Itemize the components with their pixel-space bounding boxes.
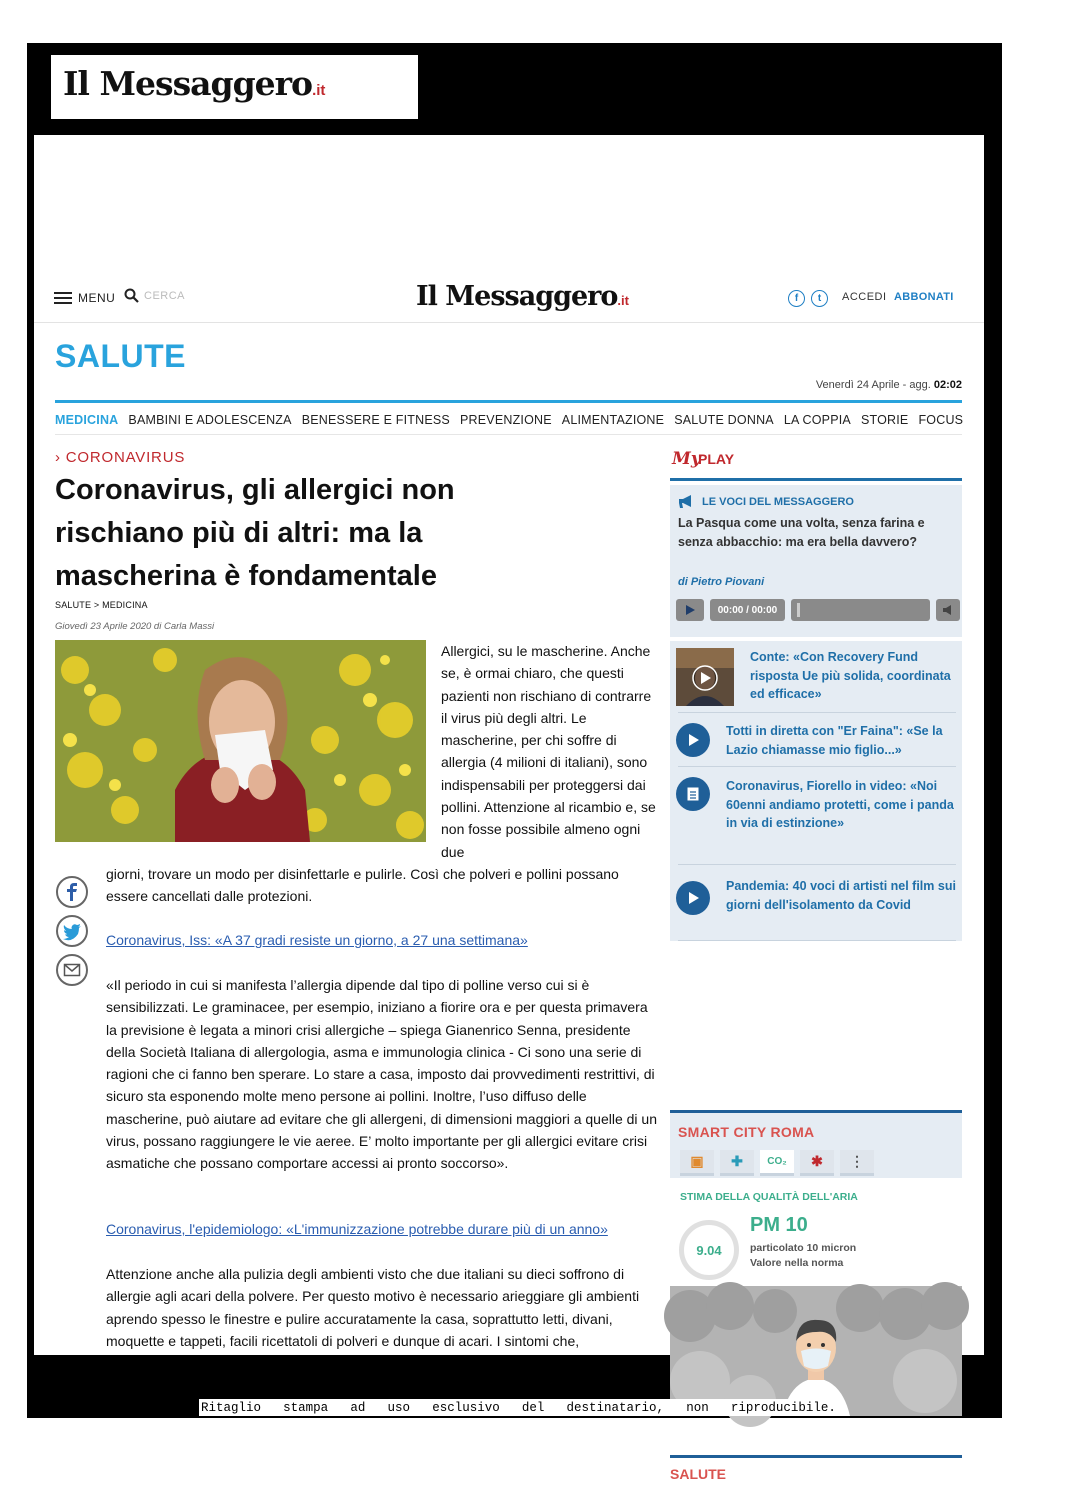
header-social (788, 290, 828, 307)
disclaimer-word: destinatario, (566, 1400, 665, 1415)
play-icon (676, 723, 710, 757)
twitter-icon (63, 924, 81, 939)
share-facebook-button[interactable] (56, 876, 88, 908)
disclaimer-word: uso (387, 1400, 411, 1415)
related-link-epidemiologo[interactable]: Coronavirus, l'epidemiologo: «L'immunizzazione potrebbe durare più di un anno» (106, 1221, 608, 1237)
video-title: Coronavirus, Fiorello in video: «Noi 60enni andiamo protetti, come i panda in via di estinzione» (726, 779, 954, 830)
disclaimer-word: non (686, 1400, 709, 1415)
myplay-header[interactable] (670, 445, 962, 481)
air-quality-gauge: 9.04 (679, 1220, 739, 1280)
audio-time: 00:00 / 00:00 (710, 599, 785, 621)
clip-logo: Il Messaggero.it (63, 64, 326, 103)
clip-logo-box (51, 55, 418, 119)
section-divider (55, 400, 962, 403)
traffic-light-icon[interactable]: ⋮ (840, 1150, 874, 1176)
document-icon (676, 777, 710, 811)
breadcrumb[interactable]: SALUTE > MEDICINA (55, 600, 148, 610)
search-input[interactable]: CERCA (144, 289, 186, 302)
subnav-item-focus[interactable]: FOCUS (918, 413, 964, 427)
disclaimer-word: ad (350, 1400, 366, 1415)
article-kicker[interactable]: › CORONAVIRUS (55, 449, 186, 466)
subscribe-link[interactable]: ABBONATI (894, 291, 954, 303)
video-list-item[interactable] (670, 865, 962, 941)
smart-city-tabs (670, 1150, 962, 1178)
video-title: Pandemia: 40 voci di artisti nel film sui giorni dell'isolamento da Covid (726, 879, 956, 912)
smart-city-title: SMART CITY ROMA (678, 1124, 815, 1140)
subnav-item-alimentazione[interactable]: ALIMENTAZIONE (561, 413, 665, 427)
video-thumbnail (676, 648, 734, 706)
air-quality-title: STIMA DELLA QUALITÀ DELL'ARIA (680, 1191, 858, 1203)
search-icon (124, 288, 139, 303)
disclaimer-word: stampa (283, 1400, 329, 1415)
air-quality-illustration (670, 1286, 962, 1416)
audio-volume-button[interactable] (936, 599, 960, 621)
article-paragraph-2: «Il periodo in cui si manifesta l’allergia dipende dal tipo di polline verso cui si è sensibilizzati. Le graminacee, per esempio, iniziano a fiorire ora e per questa primavera la previsione è legata a minori crisi allergiche – spiega Gianenrico Senna, presidente della Società Italiana di allergologia, asma e immunologia clinica - Ci sono una serie di ragioni che ci fanno ben sperare. Lo stare a casa, imposto dai provvedimenti restrittivi, di sicuro sta esponendo molte meno persone ai pollini. Inoltre, l’uso diffuso delle mascherine, può aiutare ad evitare che gli allergeni, di dimensioni maggiori a quelle di un virus, possano raggiungere le vie aeree. E’ molto importante per gli allergici evitare crisi asmatiche che possano comportare accessi ai pronto soccorso». (106, 977, 657, 1172)
subnav-item-benessere[interactable]: BENESSERE E FITNESS (301, 413, 450, 427)
subnav-item-bambini[interactable]: BAMBINI E ADOLESCENZA (128, 413, 292, 427)
article-headline: Coronavirus, gli allergici non rischiano più di altri: ma la mascherina è fondamentale (55, 474, 455, 592)
clipping-disclaimer (199, 1399, 838, 1416)
disclaimer-word: del (521, 1400, 545, 1415)
share-email-button[interactable] (56, 954, 88, 986)
subnav-item-salute-donna[interactable]: SALUTE DONNA (674, 413, 774, 427)
disclaimer-word: Ritaglio (201, 1400, 262, 1415)
megaphone-icon (678, 495, 694, 509)
subnav-item-medicina[interactable]: MEDICINA (55, 413, 119, 427)
audio-progress-bar[interactable] (791, 599, 930, 621)
article-paragraph-3: Attenzione anche alla pulizia degli ambienti visto che due italiani su dieci soffrono di allergie agli acari della polvere. Per questo motivo è necessario arieggiare gli ambienti aprendo spesso le finestre e pulire accuratamente la casa, soprattutto letti, divani, moquette e tappeti, facili ricettatoli di polveri e dunque di acari. I sintomi che, (106, 1266, 640, 1349)
air-quality-widget (670, 1178, 962, 1416)
subnav-item-prevenzione[interactable]: PREVENZIONE (459, 413, 552, 427)
voci-podcast-box (670, 485, 962, 637)
facebook-icon[interactable]: f (788, 290, 805, 307)
audio-play-button[interactable] (676, 599, 704, 621)
podcast-title[interactable]: La Pasqua come una volta, senza farina e senza abbacchio: ma era bella davvero? (678, 516, 925, 549)
co2-icon[interactable]: CO₂ (760, 1150, 794, 1176)
volume-icon (943, 605, 953, 615)
site-logo[interactable]: Il Messaggero.it (416, 281, 629, 312)
voci-heading: LE VOCI DEL MESSAGGERO (678, 495, 854, 509)
twitter-icon[interactable]: t (811, 290, 828, 307)
pharmacy-cross-icon[interactable]: ✚ (720, 1150, 754, 1176)
article-lead-paragraph: Allergici, su le mascherine. Anche se, è ormai chiaro, che questi pazienti non rischiano di contrarre il virus più degli altri. Le mascherine, per chi soffre di allergia (4 milioni di italiani), sono indispensabili per proteggersi dai pollini. Attenzione al ricambio e, se non fosse possibile almeno ogni due (441, 643, 656, 860)
update-date: Venerdì 24 Aprile - agg. 02:02 (815, 379, 962, 391)
article-photo (55, 640, 426, 842)
subnav-item-coppia[interactable]: LA COPPIA (783, 413, 851, 427)
article-byline: Giovedì 23 Aprile 2020 di Carla Massi (55, 621, 215, 632)
email-icon (64, 964, 80, 976)
video-title: Totti in diretta con "Er Faina": «Se la Lazio chiamasse mio figlio...» (726, 724, 943, 757)
menu-button[interactable] (54, 291, 115, 305)
podcast-author: di Pietro Piovani (678, 576, 765, 588)
menu-label: MENU (78, 291, 116, 305)
disclaimer-word: riproducibile. (730, 1400, 836, 1415)
sidebar-section-salute[interactable]: SALUTE (670, 1455, 962, 1458)
subnav-item-storie[interactable]: STORIE (860, 413, 909, 427)
disclaimer-word: esclusivo (432, 1400, 500, 1415)
smart-city-header[interactable] (670, 1110, 962, 1150)
play-icon (676, 881, 710, 915)
video-title: Conte: «Con Recovery Fund risposta Ue più solida, coordinata ed efficace» (750, 650, 951, 701)
article-paragraph-1: giorni, trovare un modo per disinfettarle e pulirle. Così che polveri e pollini possano essere cancellati dalle protezioni. (106, 866, 619, 905)
search-button[interactable] (124, 288, 185, 303)
video-list-item[interactable] (670, 641, 962, 713)
myplay-label: PLAY (698, 451, 735, 467)
section-subnav (55, 413, 962, 435)
audio-player (676, 599, 960, 621)
play-icon (685, 605, 695, 615)
facebook-icon (65, 883, 79, 901)
login-link[interactable]: ACCEDI (842, 291, 887, 303)
video-list-item[interactable] (670, 713, 962, 767)
asterisk-icon[interactable]: ✱ (800, 1150, 834, 1176)
share-twitter-button[interactable] (56, 915, 88, 947)
myplay-logo: My (672, 449, 701, 469)
video-list-item[interactable] (670, 767, 962, 865)
pollutant-name: PM 10 (750, 1214, 808, 1236)
section-title[interactable]: SALUTE (55, 338, 186, 374)
related-link-iss[interactable]: Coronavirus, Iss: «A 37 gradi resiste un giorno, a 27 una settimana» (106, 932, 528, 948)
hamburger-icon (54, 292, 72, 304)
bus-icon[interactable]: ▣ (680, 1150, 714, 1176)
site-header (34, 275, 984, 323)
pollutant-info: particolato 10 micron Valore nella norma (750, 1242, 857, 1269)
ad-space (34, 135, 984, 275)
